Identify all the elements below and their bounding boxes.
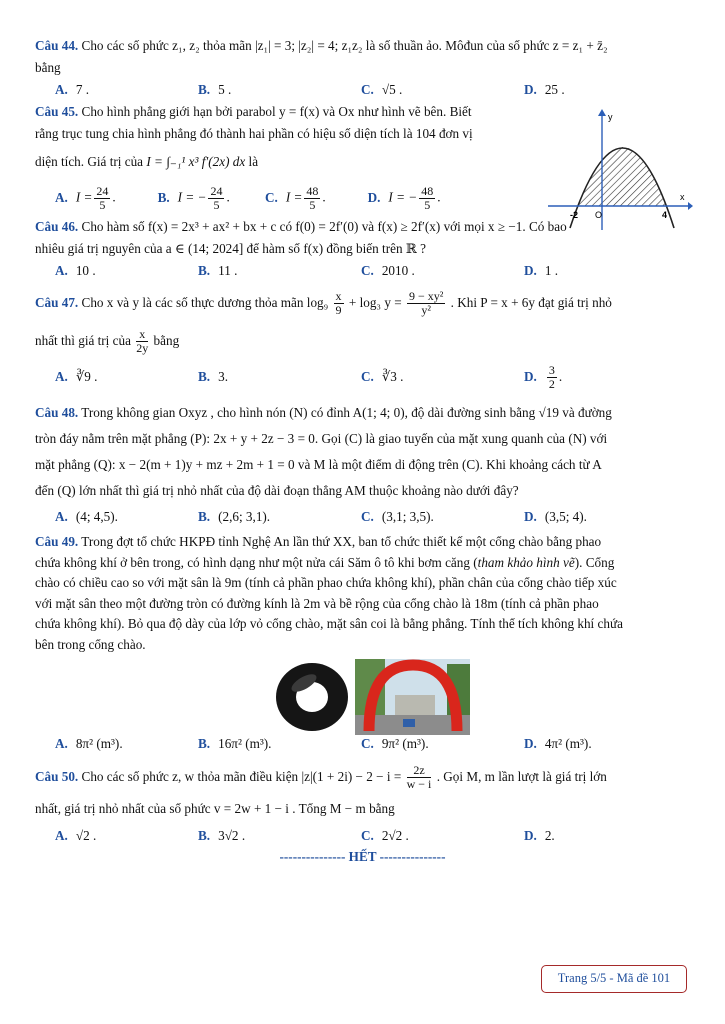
- question-text: Cho các số phức z, w thỏa mãn điều kiện |z|(1 + 2i) − 2 − i =: [81, 769, 402, 784]
- question-text: Cho hình phẳng giới hạn bởi parabol y = f(x) và Ox như hình vẽ bên. Biết: [81, 104, 472, 119]
- question-text-cont: rằng trục tung chia hình phẳng đó thành hai phần có hiệu số diện tích là 104 đơn vị: [35, 126, 473, 141]
- option-a[interactable]: A. 10 .: [55, 263, 96, 278]
- option-d[interactable]: D. $\frac{3}{2}$ .: [524, 363, 563, 392]
- option-c[interactable]: C. (3,1; 3,5).: [361, 509, 434, 524]
- option-b[interactable]: B. (2,6; 3,1).: [198, 509, 271, 524]
- option-c[interactable]: C. 9π² (m³).: [361, 736, 429, 751]
- option-b[interactable]: B. 5 .: [198, 82, 232, 97]
- question-50: Câu 50. Cho các số phức z, w thỏa mãn điều kiện |z|(1 + 2i) − 2 − i = $\frac{2z}{w - i}$ . Gọi M, m lần lượt là giá trị lớn nhất, giá trị nhỏ nhất của số phức v = 2w + 1 − i . Tổng M − m bằng: [35, 763, 607, 816]
- option-d[interactable]: D. (3,5; 4).: [524, 509, 587, 524]
- fraction: $\frac{2z}{w - i}$: [406, 763, 432, 792]
- inflatable-arch-photo: [355, 659, 470, 735]
- question-label: Câu 50.: [35, 769, 79, 784]
- option-b[interactable]: B. I = − $\frac{24}{5}$ .: [157, 184, 230, 212]
- option-d[interactable]: D. 2.: [524, 828, 555, 843]
- option-c[interactable]: C. 2010 .: [361, 263, 415, 278]
- options-48: [35, 504, 690, 530]
- option-a[interactable]: A. I = $\frac{24}{5}$ .: [55, 184, 116, 212]
- fraction: $\frac{\text{9 − xy²}}{\text{y²}}$: [408, 289, 444, 318]
- option-d[interactable]: D. 25 .: [524, 82, 565, 97]
- option-a[interactable]: A. 7 .: [55, 82, 90, 97]
- question-label: Câu 47.: [35, 295, 79, 310]
- x-axis-label: x: [680, 192, 685, 202]
- end-marker: --------------- HẾT ---------------: [279, 849, 446, 864]
- options-44: [35, 79, 690, 101]
- fraction: $\frac{x}{9}$: [335, 289, 342, 318]
- option-c[interactable]: C. √5 .: [361, 82, 403, 97]
- option-b[interactable]: B. 3.: [198, 369, 228, 384]
- option-c[interactable]: C. 2√2 .: [361, 828, 409, 843]
- question-label: Câu 46.: [35, 219, 79, 234]
- question-text-cont: bằng: [35, 60, 61, 75]
- origin-label: O: [595, 210, 603, 220]
- options-46: [35, 260, 690, 282]
- option-b[interactable]: B. 11 .: [198, 263, 238, 278]
- y-axis-label: y: [608, 112, 613, 122]
- question-47: Câu 47. Cho x và y là các số thực dương thỏa mãn log₉ $\frac{x}{9}$ + log₃ y = $\frac{\text{9 − xy²}}{\text{y²}}$ . Khi P = x + 6y đạt giá trị nhỏ nhất thì giá trị của $\frac{x}{2y}$ bằng: [35, 289, 612, 356]
- question-49: Câu 49. Trong đợt tổ chức HKPĐ tỉnh Nghệ An lần thứ XX, ban tổ chức thiết kế một cổng chào bằng phao chứa không khí ở bên trong, có hình dạng như một nửa cái Săm ô tô khi bơm căng (tham khảo hình vẽ). Cổng chào có chiều cao so với mặt sân là 9m (tính cả phần phao chứa không khí), phần chân của cổng chào tiếp xúc với mặt sân theo một đường tròn có đường kính là 2m và bề rộng của cổng chào là 18m (tính cả phần phao chứa không khí). Bỏ qua độ dày của lớp vỏ cổng chào, mặt sân coi là bằng phẳng. Tính thể tích không khí chứa bên trong cổng chào.: [35, 534, 623, 652]
- option-a[interactable]: A. (4; 4,5).: [55, 509, 118, 524]
- options-45: [35, 185, 475, 212]
- integral-expression: I = ∫₋₁¹ x³ f′(2x) dx: [146, 154, 246, 169]
- options-47: [35, 360, 690, 394]
- question-text: Cho các số phức z₁, z₂ thỏa mãn |z₁| = 3; |z₂| = 4; z₁z₂ là số thuần ảo. Môđun của số phức z = z₁ + z̄₂: [81, 38, 608, 53]
- fraction: $\frac{x}{2y}$: [136, 327, 149, 356]
- question-text: Trong không gian Oxyz , cho hình nón (N) có đỉnh A(1; 4; 0), độ dài đường sinh bằng √19 và đường: [81, 405, 612, 420]
- options-50: [35, 825, 690, 847]
- option-b[interactable]: B. 16π² (m³).: [198, 736, 272, 751]
- option-d[interactable]: D. 1 .: [524, 263, 559, 278]
- question-49-images: [35, 659, 690, 739]
- option-a[interactable]: A. 8π² (m³).: [55, 736, 123, 751]
- question-text: Cho x và y là các số thực dương thỏa mãn log₉: [81, 295, 329, 310]
- parabola-graph: [548, 108, 693, 230]
- question-text: Cho hàm số f(x) = 2x³ + ax² + bx + c có f(0) = 2f′(0) và f(x) ≥ 2f′(x) với mọi x ≥ −1. Có bao: [81, 219, 567, 234]
- option-c[interactable]: C. ∛3 .: [361, 369, 404, 384]
- question-44: [35, 35, 690, 79]
- option-c[interactable]: C. I = $\frac{48}{5}$ .: [265, 184, 326, 212]
- question-text-cont: là: [248, 154, 259, 169]
- question-label: Câu 49.: [35, 534, 79, 549]
- question-45: [35, 101, 543, 179]
- question-text-cont: nhất thì giá trị của: [35, 333, 131, 348]
- question-48: Câu 48. Trong không gian Oxyz , cho hình nón (N) có đỉnh A(1; 4; 0), độ dài đường sinh bằng √19 và đường tròn đáy nằm trên mặt phẳng (P): 2x + y + 2z − 3 = 0. Gọi (C) là giao tuyến của mặt xung quanh của (N) với mặt phẳng (Q): x − 2(m + 1)y + mz + 2m + 1 = 0 và M là một điểm di động trên (C). Khi khoảng cách từ A đến (Q) lớn nhất thì giá trị nhỏ nhất của độ dài đoạn thẳng AM thuộc khoảng nào dưới đây?: [35, 405, 612, 498]
- option-d[interactable]: D. I = − $\frac{48}{5}$ .: [367, 184, 441, 212]
- page-footer: Trang 5/5 - Mã đề 101: [541, 965, 687, 993]
- question-label: Câu 45.: [35, 104, 79, 119]
- left-root-label: -2: [570, 210, 579, 220]
- question-text-cont: nhiêu giá trị nguyên của a ∈ (14; 2024] để hàm số f(x) đồng biến trên ℝ ?: [35, 241, 426, 256]
- inner-tube-image: [272, 659, 352, 735]
- right-root-label: 4: [662, 210, 668, 220]
- question-text-cont: diện tích. Giá trị của: [35, 154, 144, 169]
- question-label: Câu 48.: [35, 405, 79, 420]
- option-b[interactable]: B. 3√2 .: [198, 828, 246, 843]
- question-text: Trong đợt tổ chức HKPĐ tỉnh Nghệ An lần thứ XX, ban tổ chức thiết kế một cổng chào bằng phao: [81, 534, 602, 549]
- option-d[interactable]: D. 4π² (m³).: [524, 736, 592, 751]
- option-a[interactable]: A. √2 .: [55, 828, 97, 843]
- option-a[interactable]: A. ∛9 .: [55, 369, 98, 384]
- question-label: Câu 44.: [35, 38, 79, 53]
